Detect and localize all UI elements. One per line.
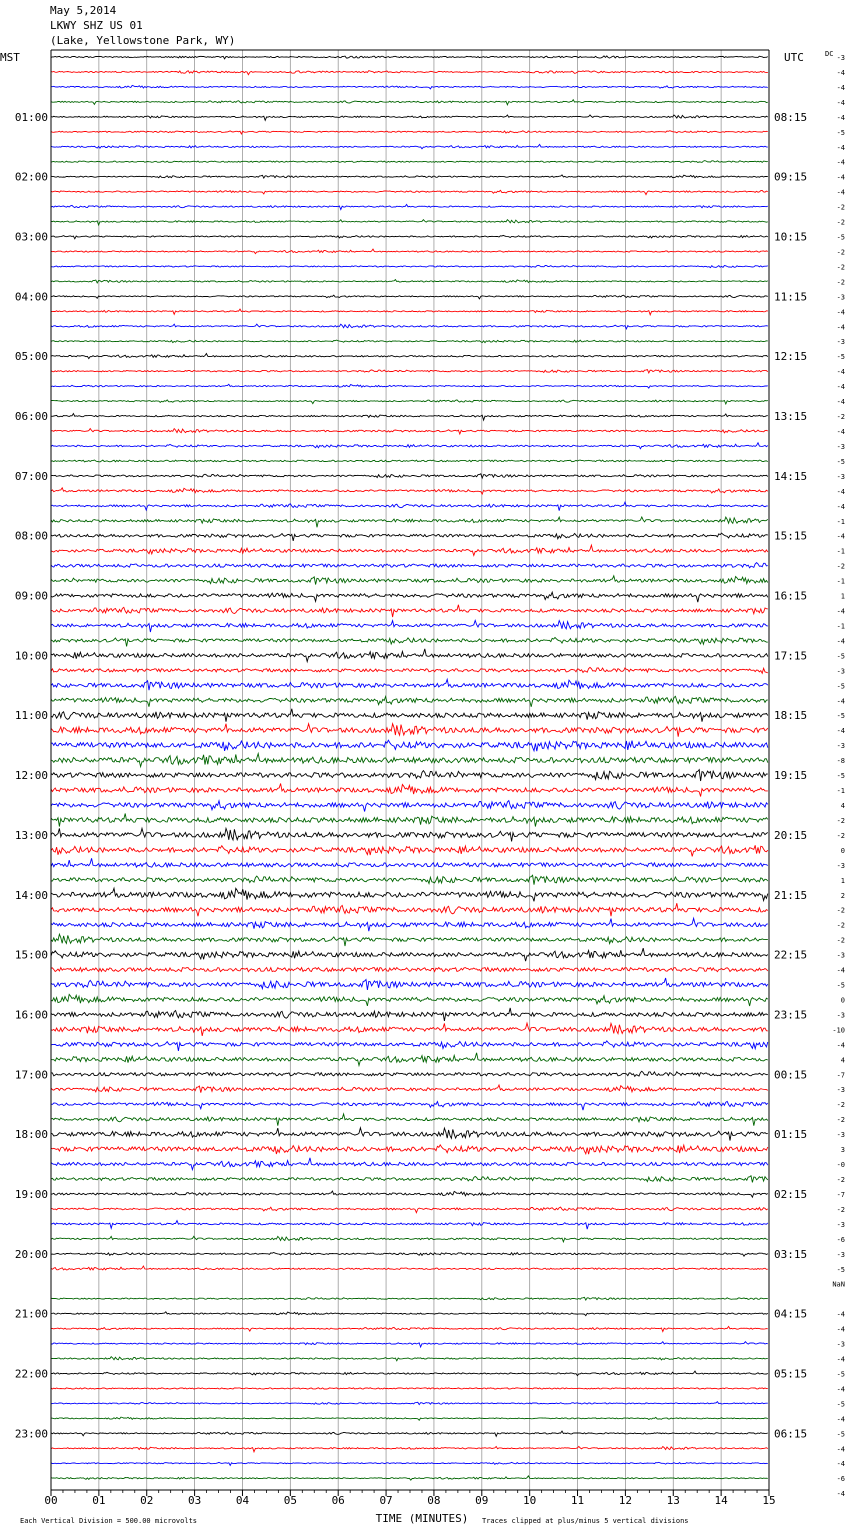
x-tick-label: 14 (714, 1494, 728, 1507)
trace-line (51, 1023, 768, 1036)
trace-line (51, 903, 768, 916)
trace-line (51, 1342, 768, 1347)
trace-line (51, 1446, 768, 1451)
dc-offset-label: -5 (836, 682, 845, 691)
dc-offset-label: -1 (836, 517, 845, 526)
trace-line (51, 1053, 768, 1066)
x-tick-label: 02 (140, 1494, 154, 1507)
trace-line (51, 249, 768, 254)
hour-label-utc: 04:15 (774, 1307, 808, 1321)
trace-line (51, 324, 768, 329)
trace-line (51, 175, 768, 178)
dc-offset-label: -4 (836, 173, 845, 182)
hour-label-utc: 09:15 (774, 170, 808, 184)
trace-line (51, 770, 768, 781)
dc-offset-label: -2 (836, 831, 845, 840)
dc-offset-label: -3 (836, 951, 845, 960)
trace-line (51, 265, 768, 267)
trace-line (51, 56, 768, 59)
hour-label-mst: 15:00 (14, 948, 48, 962)
dc-offset-label: -3 (836, 742, 845, 751)
dc-offset-label: -4 (836, 1325, 845, 1334)
trace-line (51, 784, 768, 797)
dc-offset-label: -5 (836, 128, 845, 137)
dc-offset-label: -3 (836, 338, 845, 347)
trace-line (51, 443, 768, 449)
trace-line (51, 1085, 768, 1093)
trace-line (51, 354, 768, 359)
trace-line (51, 1071, 768, 1076)
hour-label-mst: 02:00 (14, 170, 48, 184)
trace-line (51, 295, 768, 299)
hour-label-mst: 09:00 (14, 589, 48, 603)
trace-line (51, 100, 768, 105)
dc-offset-label: 3 (840, 1146, 845, 1155)
trace-line (51, 1008, 768, 1021)
trace-line (51, 1266, 768, 1270)
trace-line (51, 1114, 768, 1126)
dc-offset-label: -1 (836, 622, 845, 631)
hour-label-utc: 01:15 (774, 1128, 808, 1142)
trace-line (51, 1221, 768, 1230)
dc-offset-label: -5 (836, 1400, 845, 1409)
trace-line (51, 814, 768, 827)
dc-offset-label: -7 (836, 1190, 845, 1199)
trace-line (51, 667, 768, 673)
hour-label-mst: 18:00 (14, 1128, 48, 1142)
dc-offset-label: -4 (836, 1041, 845, 1050)
hour-label-utc: 00:15 (774, 1068, 808, 1082)
trace-line (51, 845, 768, 856)
hour-label-mst: 12:00 (14, 769, 48, 783)
trace-line (51, 1402, 768, 1405)
trace-line (51, 696, 768, 707)
dc-offset-label: -3 (836, 1220, 845, 1229)
hour-label-mst: 14:00 (14, 888, 48, 902)
dc-offset-label: -5 (836, 1430, 845, 1439)
dc-offset-label: -4 (836, 727, 845, 736)
trace-line (51, 235, 768, 238)
trace-line (51, 576, 768, 585)
trace-line (51, 1041, 768, 1051)
trace-line (51, 828, 768, 841)
dc-offset-label: 1 (840, 876, 845, 885)
dc-offset-label: -3 (836, 667, 845, 676)
trace-line (51, 1297, 768, 1300)
dc-offset-label: -2 (836, 413, 845, 422)
trace-line (51, 1371, 768, 1376)
x-tick-label: 05 (283, 1494, 297, 1507)
trace-line (51, 605, 768, 617)
dc-offset-label: -4 (836, 1445, 845, 1454)
dc-offset-label: -3 (836, 861, 845, 870)
hour-label-utc: 05:15 (774, 1367, 808, 1381)
trace-line (51, 190, 768, 194)
dc-offset-label: 1 (840, 592, 845, 601)
hour-label-utc: 08:15 (774, 110, 808, 124)
dc-offset-label: -2 (836, 562, 845, 571)
x-tick-label: 10 (523, 1494, 537, 1507)
hour-label-utc: 18:15 (774, 709, 808, 723)
dc-offset-label: -5 (836, 712, 845, 721)
dc-offset-label: NaN (832, 1280, 845, 1289)
footer-clip-note: Traces clipped at plus/minus 5 vertical divisions (482, 1517, 689, 1525)
dc-offset-label: -4 (836, 487, 845, 496)
hour-label-utc: 12:15 (774, 350, 808, 364)
trace-line (51, 1176, 768, 1183)
dc-offset-label: -4 (836, 68, 845, 77)
dc-offset-label: -4 (836, 966, 845, 975)
dc-offset-label: 0 (840, 846, 845, 855)
trace-line (51, 280, 768, 283)
trace-line (51, 948, 768, 961)
hour-label-utc: 21:15 (774, 888, 808, 902)
hour-label-mst: 03:00 (14, 230, 48, 244)
trace-line (51, 709, 768, 722)
trace-line (51, 754, 768, 767)
trace-line (51, 968, 768, 972)
hour-label-mst: 13:00 (14, 828, 48, 842)
plot-date: May 5,2014 (50, 4, 117, 17)
dc-offset-label: -4 (836, 98, 845, 107)
dc-offset-label: -0 (836, 1161, 845, 1170)
trace-line (51, 85, 768, 89)
trace-line (51, 858, 768, 867)
trace-line (51, 161, 768, 163)
dc-offset-label: 4 (840, 802, 845, 810)
trace-line (51, 1207, 768, 1213)
trace-line (51, 517, 768, 527)
trace-line (51, 637, 768, 646)
dc-offset-label: -5 (836, 652, 845, 661)
hour-label-utc: 06:15 (774, 1427, 808, 1441)
dc-offset-label: -4 (836, 143, 845, 152)
trace-line (51, 204, 768, 209)
dc-offset-label: -4 (836, 368, 845, 377)
dc-offset-label: -5 (836, 1370, 845, 1379)
dc-offset-label: -1 (836, 577, 845, 586)
dc-offset-label: -2 (836, 1205, 845, 1214)
hour-label-utc: 10:15 (774, 230, 808, 244)
trace-line (51, 1326, 768, 1331)
hour-label-mst: 16:00 (14, 1008, 48, 1022)
hour-label-mst: 10:00 (14, 649, 48, 663)
dc-offset-label: -4 (836, 83, 845, 92)
dc-offset-label: -4 (836, 428, 845, 436)
trace-line (51, 620, 768, 632)
x-axis-label: TIME (MINUTES) (375, 1512, 469, 1525)
x-tick-label: 00 (44, 1494, 58, 1507)
dc-offset-label: -1 (836, 787, 845, 796)
hour-label-mst: 08:00 (14, 529, 48, 543)
dc-offset-label: -4 (836, 502, 845, 511)
trace-line (51, 115, 768, 120)
dc-offset-label: -4 (836, 1460, 845, 1469)
trace-line (51, 545, 768, 555)
dc-offset-label: -3 (836, 1131, 845, 1140)
dc-offset-label: -5 (836, 981, 845, 990)
hour-label-utc: 19:15 (774, 769, 808, 783)
trace-line (51, 429, 768, 435)
dc-offset-label: -4 (836, 383, 845, 392)
dc-offset-label: -3 (836, 1011, 845, 1020)
dc-offset-label: -3 (836, 1340, 845, 1349)
dc-offset-label: -4 (836, 637, 845, 646)
trace-line (51, 1417, 768, 1420)
dc-offset-label: -4 (836, 1490, 845, 1499)
hour-label-utc: 17:15 (774, 649, 808, 663)
x-tick-label: 11 (570, 1494, 585, 1507)
hour-label-mst: 05:00 (14, 350, 48, 364)
station-location: (Lake, Yellowstone Park, WY) (50, 34, 236, 47)
trace-line (51, 340, 768, 343)
hour-label-utc: 13:15 (774, 410, 808, 424)
trace-line (51, 724, 768, 737)
dc-offset-label: -2 (836, 278, 845, 287)
trace-line (51, 1462, 768, 1465)
trace-line (51, 488, 768, 494)
dc-offset-label: -7 (836, 1071, 845, 1080)
trace-line (51, 1253, 768, 1257)
hour-label-mst: 21:00 (14, 1307, 48, 1321)
axis-labels (0, 50, 845, 1525)
dc-offset-label: -2 (836, 203, 845, 212)
trace-line (51, 934, 768, 946)
hour-label-mst: 17:00 (14, 1068, 48, 1082)
x-tick-label: 01 (92, 1494, 106, 1507)
trace-line (51, 1431, 768, 1436)
trace-line (51, 1357, 768, 1361)
hour-label-mst: 04:00 (14, 290, 48, 304)
x-tick-label: 09 (475, 1494, 489, 1507)
dc-offset-label: -4 (836, 323, 845, 332)
trace-line (51, 400, 768, 404)
dc-offset-label: 4 (840, 1056, 845, 1065)
x-tick-label: 13 (666, 1494, 680, 1507)
dc-offset-label: -5 (836, 1265, 845, 1274)
dc-offset-label: -1 (836, 547, 845, 556)
x-tick-label: 06 (331, 1494, 345, 1507)
dc-offset-label: -2 (836, 816, 845, 825)
x-tick-label: 03 (187, 1494, 202, 1507)
trace-line (51, 144, 768, 148)
dc-offset-label: -4 (836, 113, 845, 122)
trace-line (51, 1388, 768, 1389)
dc-offset-label: -4 (836, 1310, 845, 1319)
dc-offset-label: -5 (836, 353, 845, 362)
x-tick-label: 07 (379, 1494, 393, 1507)
x-tick-label: 12 (618, 1494, 633, 1507)
trace-line (51, 71, 768, 75)
trace-line (51, 875, 768, 885)
trace-line (51, 460, 768, 462)
trace-line (51, 1158, 768, 1170)
dc-offset-label: -3 (836, 1250, 845, 1259)
dc-offset-label: -6 (836, 1235, 845, 1244)
trace-line (51, 563, 768, 568)
trace-line (51, 801, 768, 812)
x-tick-label: 15 (762, 1494, 776, 1507)
dc-offset-label: -2 (836, 248, 845, 257)
dc-offset-label: 0 (840, 996, 845, 1005)
hour-label-mst: 23:00 (14, 1427, 48, 1441)
trace-line (51, 533, 768, 541)
trace-line (51, 1128, 768, 1141)
trace-line (51, 474, 768, 478)
dc-offset-label: -4 (836, 188, 845, 197)
hour-label-utc: 16:15 (774, 589, 808, 603)
dc-offset-label: -6 (836, 1475, 845, 1484)
trace-line (51, 649, 768, 662)
hour-label-utc: 14:15 (774, 469, 808, 483)
dc-offset-label: -4 (836, 308, 845, 317)
hour-label-mst: 22:00 (14, 1367, 48, 1381)
hour-label-utc: 02:15 (774, 1187, 808, 1201)
dc-offset-label: -5 (836, 233, 845, 242)
trace-line (51, 1312, 768, 1316)
hour-label-mst: 07:00 (14, 469, 48, 483)
hour-label-mst: 11:00 (14, 709, 48, 723)
dc-offset-label: -2 (836, 1101, 845, 1110)
dc-offset-label: -8 (836, 757, 845, 766)
dc-offset-label: -3 (836, 1086, 845, 1095)
seismic-traces (51, 56, 768, 1480)
trace-line (51, 414, 768, 421)
x-tick-label: 08 (427, 1494, 441, 1507)
hour-label-mst: 19:00 (14, 1187, 48, 1201)
dc-offset-label: -4 (836, 158, 845, 167)
footer-scale-note: Each Vertical Division = 500.00 microvolts (20, 1517, 198, 1525)
dc-offset-label: -4 (836, 398, 845, 407)
dc-offset-label: -5 (836, 772, 845, 781)
dc-offset-label: -2 (836, 263, 845, 272)
dc-offset-label: -4 (836, 532, 845, 541)
trace-line (51, 502, 768, 511)
hour-label-utc: 03:15 (774, 1247, 808, 1261)
dc-offset-label: -3 (836, 472, 845, 481)
trace-line (51, 1145, 768, 1154)
x-tick-label: 04 (235, 1494, 250, 1507)
dc-offset-label: -3 (836, 293, 845, 302)
dc-offset-label: -3 (836, 442, 845, 451)
dc-offset-label: -2 (836, 1116, 845, 1125)
trace-line (51, 592, 768, 602)
trace-line (51, 370, 768, 373)
dc-offset-label: -2 (836, 218, 845, 227)
dc-offset-label: -4 (836, 697, 845, 706)
dc-offset-label: -5 (836, 457, 845, 466)
hour-label-mst: 06:00 (14, 410, 48, 424)
dc-offset-label: -2 (836, 921, 845, 930)
hour-label-utc: 20:15 (774, 828, 808, 842)
dc-offset-label: -4 (836, 1415, 845, 1424)
hour-label-mst: 20:00 (14, 1247, 48, 1261)
hour-label-utc: 22:15 (774, 948, 808, 962)
station-code: LKWY SHZ US 01 (50, 19, 143, 32)
trace-line (51, 994, 768, 1006)
dc-offset-label: -2 (836, 936, 845, 945)
trace-line (51, 131, 768, 134)
dc-header: DC (825, 50, 834, 58)
trace-line (51, 220, 768, 225)
dc-offset-label: -10 (832, 1026, 845, 1035)
trace-line (51, 740, 768, 751)
dc-offset-label: -4 (836, 607, 845, 616)
hour-label-mst: 01:00 (14, 110, 48, 124)
dc-offset-label: -2 (836, 906, 845, 915)
trace-line (51, 888, 768, 901)
dc-offset-label: -4 (836, 1385, 845, 1394)
dc-offset-label: -2 (836, 1176, 845, 1184)
trace-line (51, 918, 768, 931)
hour-label-utc: 15:15 (774, 529, 808, 543)
trace-line (51, 309, 768, 315)
hour-label-utc: 23:15 (774, 1008, 808, 1022)
trace-line (51, 1191, 768, 1197)
trace-line (51, 679, 768, 690)
right-axis-title: UTC (784, 51, 804, 64)
hour-label-utc: 11:15 (774, 290, 808, 304)
trace-line (51, 384, 768, 388)
dc-offset-label: -4 (836, 1355, 845, 1364)
dc-offset-label: 2 (840, 891, 845, 900)
dc-offset-label: -3 (836, 54, 845, 62)
trace-line (51, 978, 768, 990)
trace-line (51, 1476, 768, 1480)
left-axis-title: MST (0, 51, 20, 64)
trace-line (51, 1236, 768, 1242)
trace-line (51, 1101, 768, 1110)
